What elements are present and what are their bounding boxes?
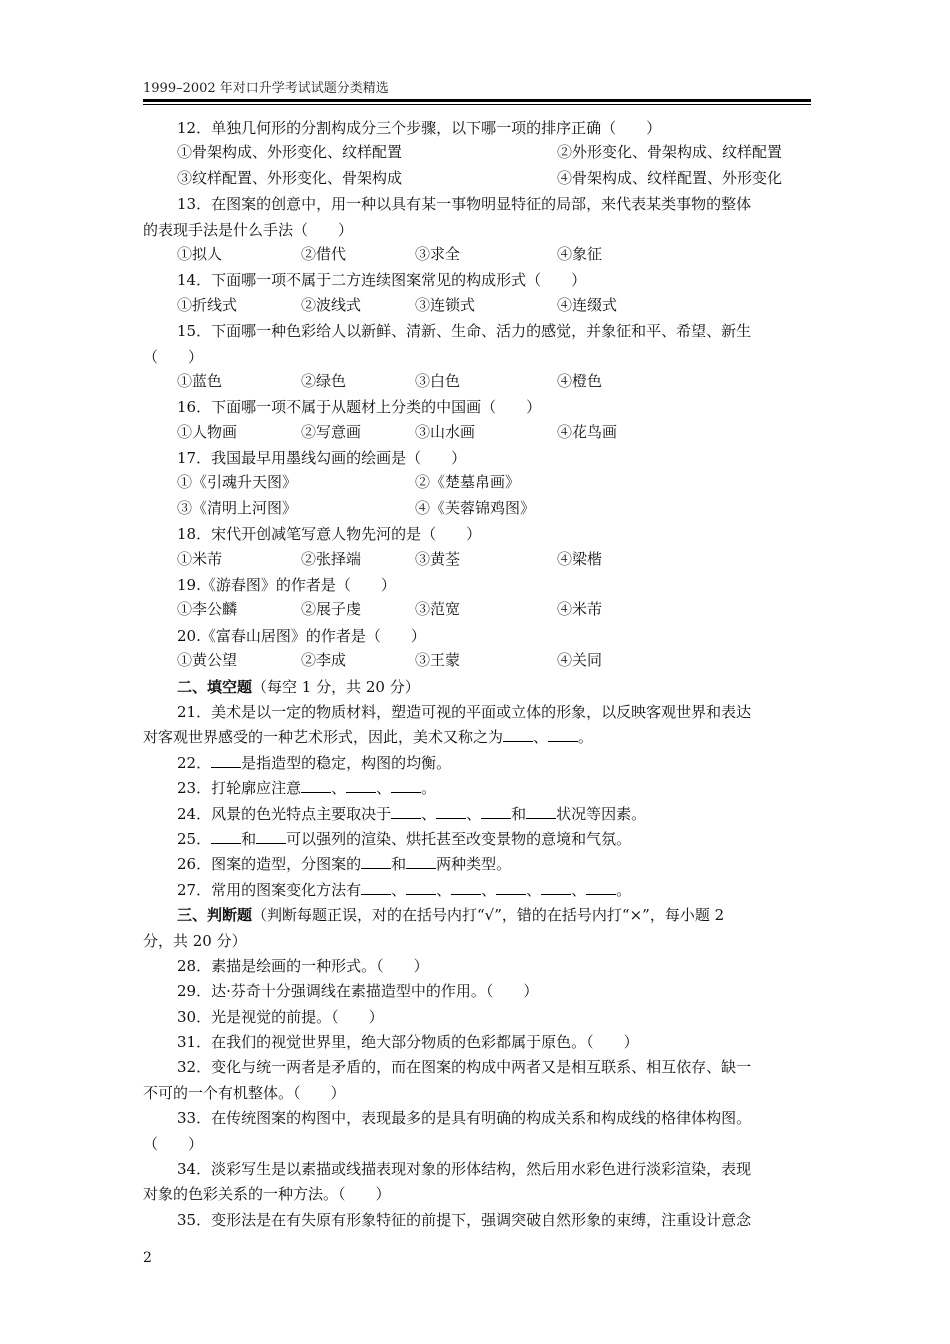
q19-option-1: ①李公麟 — [177, 600, 238, 619]
q18-option-2: ②张择端 — [301, 549, 362, 568]
q13-option-2: ②借代 — [301, 244, 347, 263]
question-33-line-2: （ ） — [143, 1134, 204, 1153]
fill-blank — [391, 804, 421, 819]
fill-blank — [548, 727, 578, 742]
question-22 — [143, 751, 811, 776]
section-2-note: （每空 1 分，共 20 分） — [252, 677, 420, 696]
q27-sep: 、 — [526, 880, 542, 899]
q20-option-1: ①黄公望 — [177, 651, 238, 670]
question-30: 30．光是视觉的前提。（ ） — [177, 1007, 384, 1026]
q24-and: 和 — [511, 804, 527, 823]
fill-blank — [481, 804, 511, 819]
q15-option-3: ③白色 — [415, 371, 461, 390]
q18-option-4: ④梁楷 — [557, 549, 603, 568]
fill-blank — [361, 880, 391, 895]
q12-option-2: ②外形变化、骨架构成、纹样配置 — [557, 143, 783, 162]
q23-sep: 、 — [376, 779, 392, 798]
question-19-options — [143, 598, 811, 623]
fill-blank — [526, 804, 556, 819]
q20-option-3: ③王蒙 — [415, 651, 461, 670]
q16-option-2: ②写意画 — [301, 422, 362, 441]
question-15-stem-2: （ ） — [143, 347, 204, 366]
q21-sep: 、 — [533, 728, 549, 747]
q13-option-1: ①拟人 — [177, 244, 223, 263]
question-16-options — [143, 421, 811, 446]
q20-option-4: ④关同 — [557, 651, 603, 670]
section-3-title: 三、判断题 — [177, 906, 253, 925]
section-3-heading — [143, 903, 811, 928]
question-13-options — [143, 243, 811, 268]
question-29: 29．达·芬奇十分强调线在素描造型中的作用。（ ） — [177, 982, 539, 1001]
q15-option-2: ②绿色 — [301, 371, 347, 390]
q19-option-4: ④米芾 — [557, 600, 603, 619]
q21-end: 。 — [578, 728, 594, 747]
fill-blank — [436, 804, 466, 819]
section-3-note: （判断每题正误，对的在括号内打“√”，错的在括号内打“×”，每小题 2 — [252, 906, 725, 925]
q13-option-3: ③求全 — [415, 244, 461, 263]
q27-sep: 、 — [436, 880, 452, 899]
fill-blank — [406, 854, 436, 869]
q26-and: 和 — [391, 855, 407, 874]
question-32-line-1: 32．变化与统一两者是矛盾的，而在图案的构成中两者又是相互联系、相互依存、缺一 — [177, 1058, 752, 1077]
question-19-stem: 19.《游春图》的作者是（ ） — [177, 576, 396, 595]
fill-blank — [211, 753, 241, 768]
q12-option-1: ①骨架构成、外形变化、纹样配置 — [177, 143, 403, 162]
question-31: 31．在我们的视觉世界里，绝大部分物质的色彩都属于原色。（ ） — [177, 1033, 639, 1052]
q14-option-1: ①折线式 — [177, 295, 238, 314]
q19-option-2: ②展子虔 — [301, 600, 362, 619]
question-14-stem: 14．下面哪一项不属于二方连续图案常见的构成形式（ ） — [177, 271, 587, 290]
q24-text: 24．风景的色光特点主要取决于 — [177, 804, 392, 823]
fill-blank — [346, 778, 376, 793]
question-23 — [143, 776, 811, 801]
question-17-options-row-2 — [143, 497, 811, 522]
fill-blank — [211, 829, 241, 844]
fill-blank — [361, 854, 391, 869]
q27-text: 27．常用的图案变化方法有 — [177, 880, 362, 899]
q26-text: 26．图案的造型，分图案的 — [177, 855, 362, 874]
q22-number: 22． — [177, 753, 212, 772]
q27-end: 。 — [616, 880, 632, 899]
q25-number: 25． — [177, 829, 212, 848]
fill-blank — [391, 778, 421, 793]
q18-option-1: ①米芾 — [177, 549, 223, 568]
fill-blank — [406, 880, 436, 895]
question-21-line-2 — [143, 725, 811, 750]
question-27 — [143, 878, 811, 903]
question-21-line-1: 21．美术是以一定的物质材料，塑造可视的平面或立体的形象，以反映客观世界和表达 — [177, 702, 752, 721]
q12-option-3: ③纹样配置、外形变化、骨架构成 — [177, 168, 403, 187]
question-20-stem: 20.《富春山居图》的作者是（ ） — [177, 626, 426, 645]
question-18-stem: 18．宋代开创减笔写意人物先河的是（ ） — [177, 525, 482, 544]
question-15-options — [143, 370, 811, 395]
section-2-heading — [143, 675, 811, 700]
q25-text: 可以强列的渲染、烘托甚至改变景物的意境和气氛。 — [286, 829, 632, 848]
fill-blank — [503, 727, 533, 742]
question-14-options — [143, 294, 811, 319]
q23-sep: 、 — [331, 779, 347, 798]
question-35-line-1: 35．变形法是在有失原有形象特征的前提下，强调突破自然形象的束缚，注重设计意念 — [177, 1210, 752, 1229]
page-content — [143, 116, 811, 1233]
question-17-stem: 17．我国最早用墨线勾画的绘画是（ ） — [177, 449, 467, 468]
fill-blank — [451, 880, 481, 895]
question-24 — [143, 802, 811, 827]
question-26 — [143, 852, 811, 877]
q16-option-4: ④花鸟画 — [557, 422, 618, 441]
q27-sep: 、 — [391, 880, 407, 899]
page-number: 2 — [143, 1250, 152, 1266]
question-28: 28．素描是绘画的一种形式。（ ） — [177, 956, 429, 975]
q22-text: 是指造型的稳定，构图的均衡。 — [241, 753, 452, 772]
fill-blank — [496, 880, 526, 895]
q24-post: 状况等因素。 — [556, 804, 647, 823]
question-12-options-row-2 — [143, 167, 811, 192]
q21-text: 对客观世界感受的一种艺术形式，因此，美术又称之为 — [143, 728, 504, 747]
q12-option-4: ④骨架构成、纹样配置、外形变化 — [557, 168, 783, 187]
q17-option-1: ①《引魂升天图》 — [177, 473, 298, 492]
q15-option-1: ①蓝色 — [177, 371, 223, 390]
q19-option-3: ③范宽 — [415, 600, 461, 619]
question-12-options-row-1 — [143, 141, 811, 166]
question-20-options — [143, 649, 811, 674]
q14-option-3: ③连锁式 — [415, 295, 476, 314]
q17-option-3: ③《清明上河图》 — [177, 498, 298, 517]
question-12-stem: 12．单独几何形的分割构成分三个步骤，以下哪一项的排序正确（ ） — [177, 119, 662, 137]
fill-blank — [301, 778, 331, 793]
question-18-options — [143, 548, 811, 573]
q16-option-1: ①人物画 — [177, 422, 238, 441]
question-16-stem: 16．下面哪一项不属于从题材上分类的中国画（ ） — [177, 398, 542, 417]
fill-blank — [541, 880, 571, 895]
q27-sep: 、 — [571, 880, 587, 899]
q14-option-2: ②波线式 — [301, 295, 362, 314]
q17-option-2: ②《楚墓帛画》 — [415, 473, 521, 492]
q25-and: 和 — [241, 829, 257, 848]
question-13-stem-1: 13．在图案的创意中，用一种以具有某一事物明显特征的局部，来代表某类事物的整体 — [177, 195, 752, 214]
fill-blank — [586, 880, 616, 895]
q27-sep: 、 — [481, 880, 497, 899]
section-3-note-2: 分，共 20 分） — [143, 931, 247, 950]
q13-option-4: ④象征 — [557, 244, 603, 263]
q15-option-4: ④橙色 — [557, 371, 603, 390]
question-13-stem-2: 的表现手法是什么手法（ ） — [143, 220, 354, 239]
q23-end: 。 — [421, 779, 437, 798]
running-header: 1999–2002 年对口升学考试试题分类精选 — [143, 81, 389, 96]
question-34-line-1: 34．淡彩写生是以素描或线描表现对象的形体结构，然后用水彩色进行淡彩渲染，表现 — [177, 1160, 752, 1179]
q26-post: 两种类型。 — [436, 855, 512, 874]
section-2-title: 二、填空题 — [177, 677, 253, 696]
question-33-line-1: 33．在传统图案的构图中，表现最多的是具有明确的构成关系和构成线的格律体构图。 — [177, 1109, 752, 1128]
q14-option-4: ④连缀式 — [557, 295, 618, 314]
q18-option-3: ③黄荃 — [415, 549, 461, 568]
question-34-line-2: 对象的色彩关系的一种方法。（ ） — [143, 1185, 391, 1204]
q16-option-3: ③山水画 — [415, 422, 476, 441]
question-32-line-2: 不可的一个有机整体。（ ） — [143, 1083, 346, 1102]
q24-sep: 、 — [466, 804, 482, 823]
q17-option-4: ④《芙蓉锦鸡图》 — [415, 498, 536, 517]
header-rule-thin — [143, 104, 811, 105]
question-15-stem-1: 15．下面哪一种色彩给人以新鲜、清新、生命、活力的感觉，并象征和平、希望、新生 — [177, 322, 752, 341]
q23-text: 23．打轮廓应注意 — [177, 779, 302, 798]
q20-option-2: ②李成 — [301, 651, 347, 670]
question-17-options-row-1 — [143, 471, 811, 496]
fill-blank — [256, 829, 286, 844]
q24-sep: 、 — [421, 804, 437, 823]
header-rule-thick — [143, 99, 811, 102]
question-25 — [143, 827, 811, 852]
